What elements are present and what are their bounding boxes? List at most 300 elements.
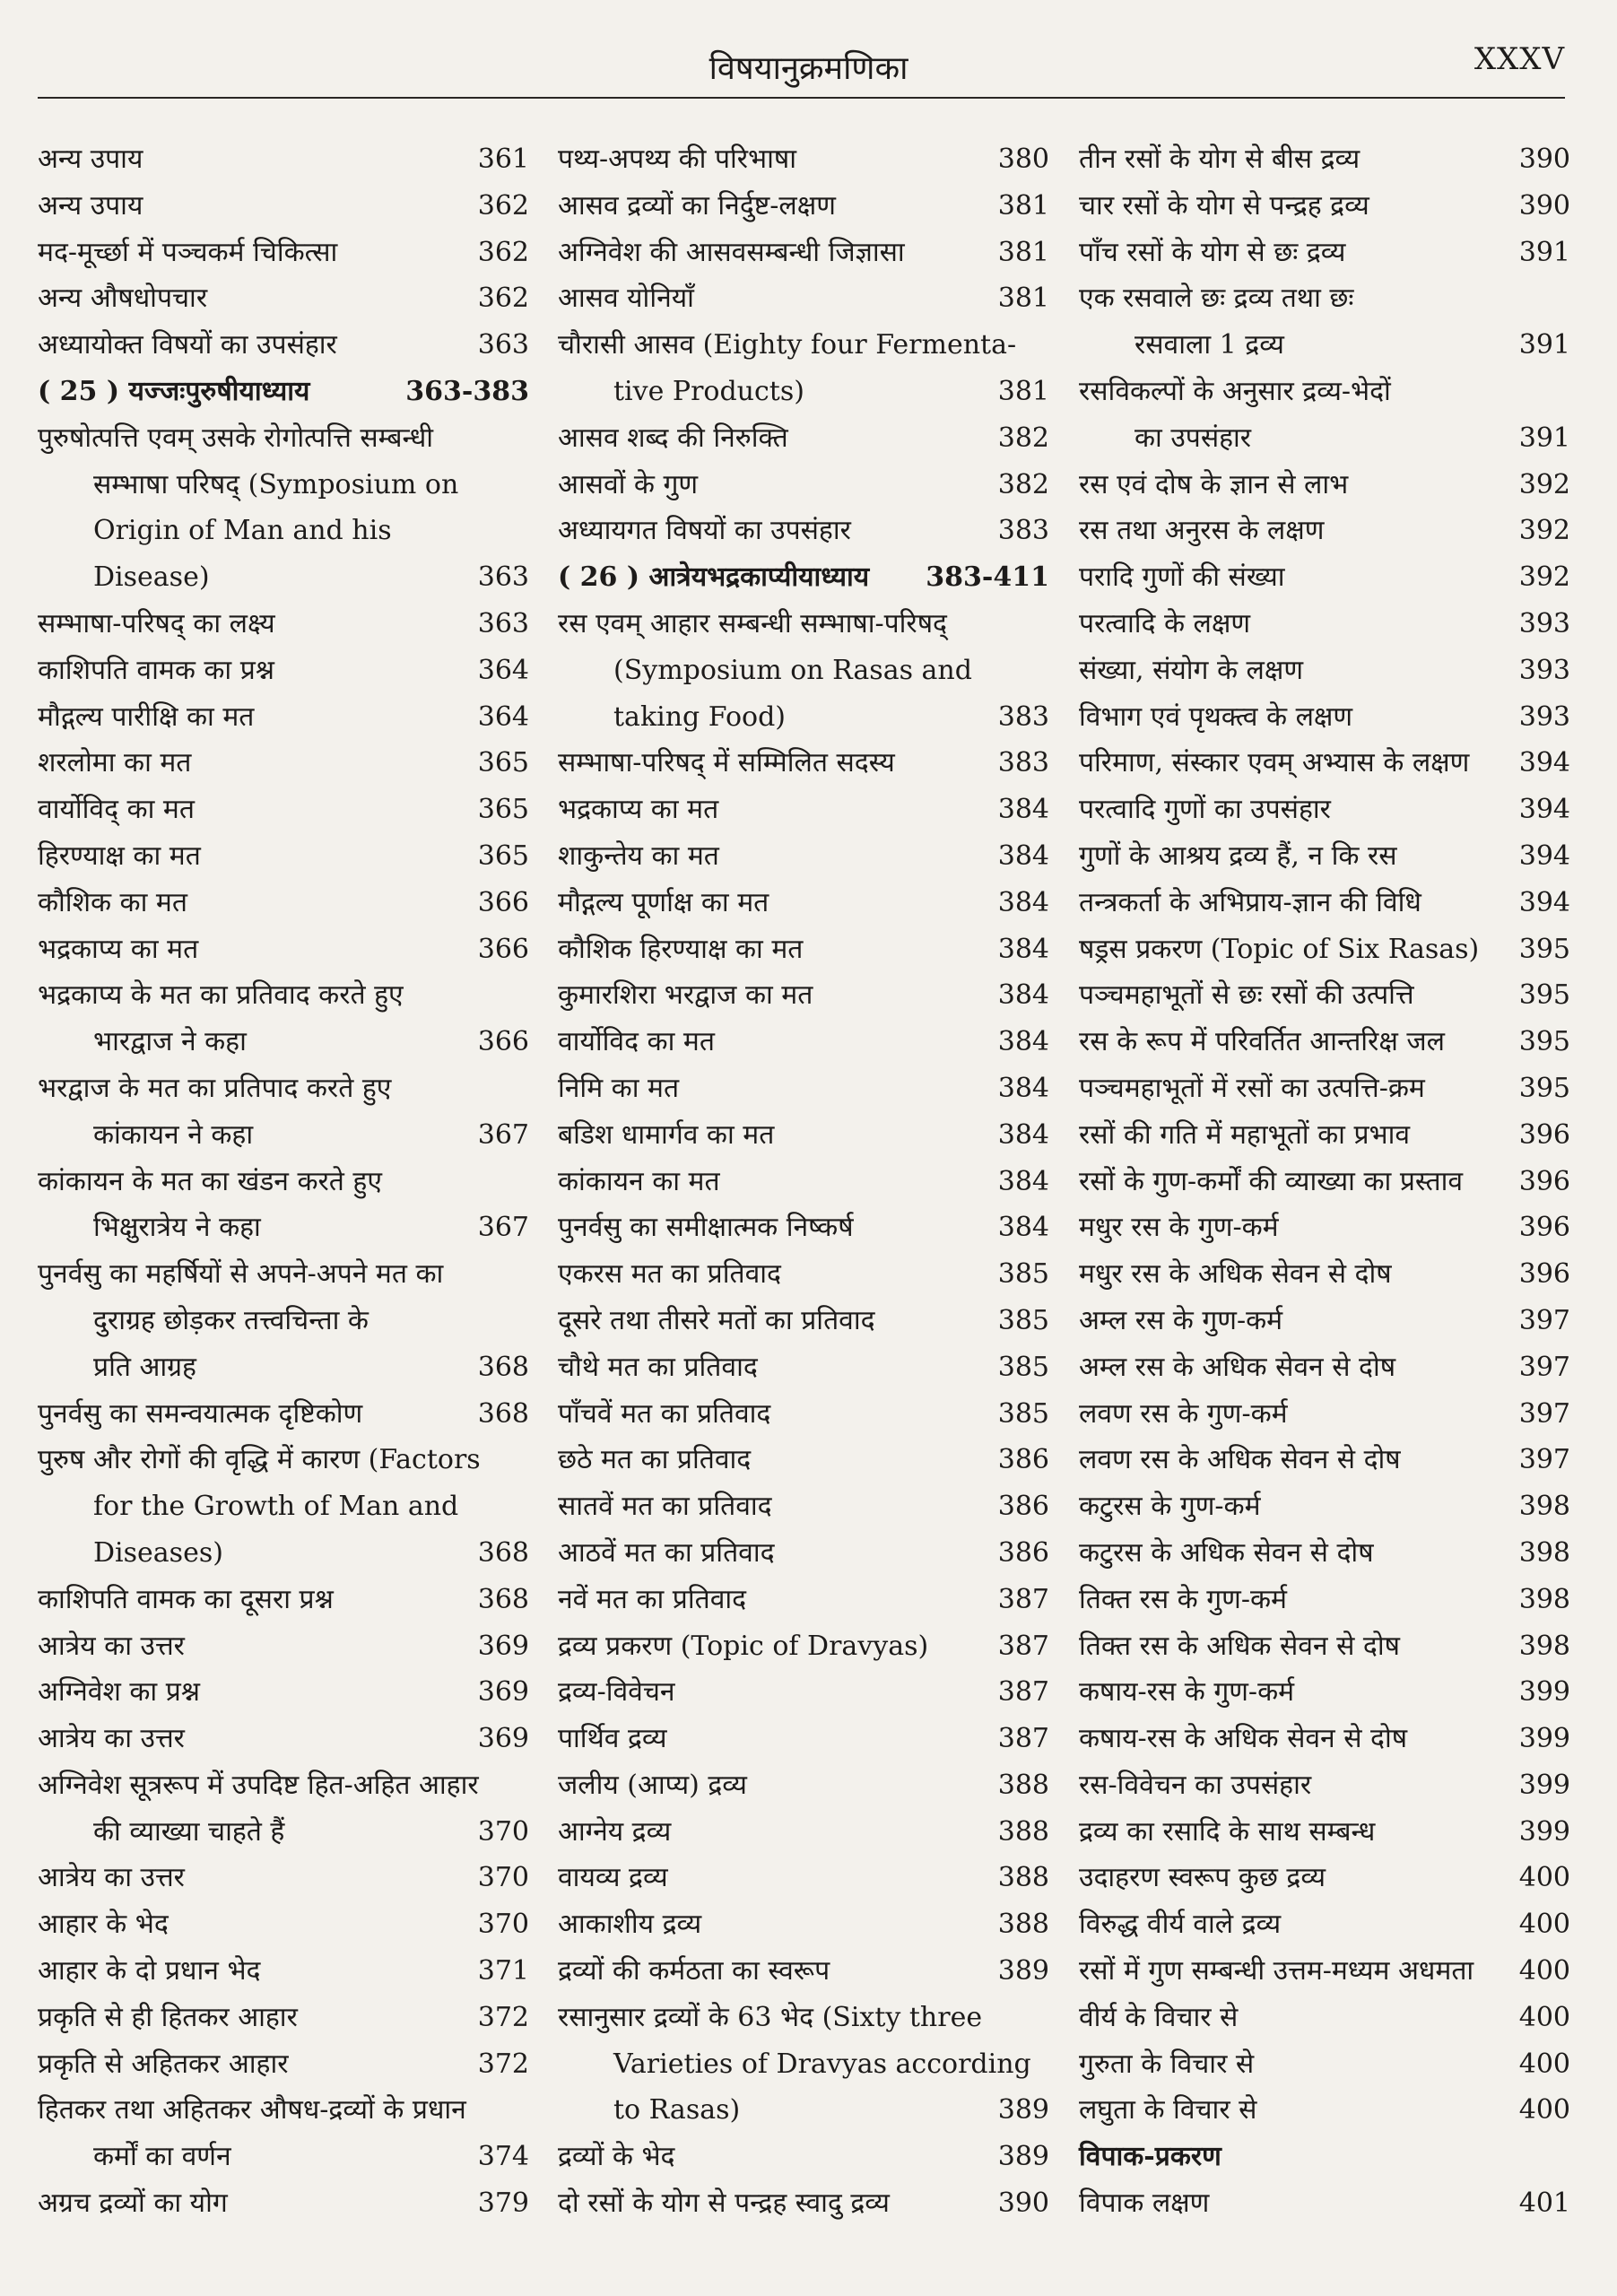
toc-entry-title-line: लघुता के विचार से <box>1079 2094 1257 2126</box>
toc-entry <box>558 972 1049 1019</box>
toc-entry-title-line: अग्रच द्रव्यों का योग <box>38 2187 228 2220</box>
toc-entry-title-line: भद्रकाप्य का मत <box>558 794 719 826</box>
toc-entry <box>1079 972 1570 1019</box>
toc-entry <box>38 1159 529 1252</box>
toc-entry-title-line: परत्वादि के लक्षण <box>1079 607 1251 639</box>
toc-entry <box>38 1577 529 1623</box>
toc-entry <box>1079 275 1570 369</box>
toc-entry-page-number: 384 <box>997 1072 1049 1104</box>
toc-entry-page-number: 366 <box>477 933 529 965</box>
toc-entry-title-line: विरुद्ध वीर्य वाले द्रव्य <box>1079 1909 1282 1941</box>
toc-column-2 <box>558 136 1049 2227</box>
toc-entry <box>558 1716 1049 1762</box>
toc-entry-title-line: आसव शब्द की निरुक्ति <box>558 422 788 454</box>
toc-entry-page-number: 389 <box>997 2094 1049 2126</box>
toc-entry-page-number: 386 <box>997 1444 1049 1476</box>
toc-entry-title-line: छठे मत का प्रतिवाद <box>558 1444 752 1476</box>
toc-entry-page-number: 397 <box>1518 1397 1570 1430</box>
toc-entry-title-line: अम्ल रस के गुण-कर्म <box>1079 1304 1283 1336</box>
toc-entry-title-line: भिक्षुरात्रेय ने कहा <box>93 1212 261 1244</box>
toc-entry <box>38 926 529 973</box>
toc-entry-page-number: 371 <box>477 1955 529 1987</box>
toc-entry-title-line: सम्भाषा-परिषद् का लक्ष्य <box>38 607 275 639</box>
toc-entry-page-number: 398 <box>1518 1630 1570 1662</box>
toc-entry-page-number: 394 <box>1518 886 1570 918</box>
toc-entry <box>558 1809 1049 1856</box>
toc-entry <box>38 694 529 741</box>
toc-entry <box>558 1112 1049 1159</box>
toc-entry-title-line: परिमाण, संस्कार एवम् अभ्यास के लक्षण <box>1079 747 1470 779</box>
toc-entry-page-number: 400 <box>1518 2001 1570 2033</box>
toc-entry-page-number: 365 <box>477 794 529 826</box>
toc-entry-title-line: गुणों के आश्रय द्रव्य हैं, न कि रस <box>1079 839 1397 872</box>
toc-entry-title-line: रस-विवेचन का उपसंहार <box>1079 1769 1312 1801</box>
toc-entry-title-line: आसव द्रव्यों का निर्दुष्ट-लक्षण <box>558 189 836 222</box>
toc-entry-title-line: प्रकृति से अहितकर आहार <box>38 2048 289 2080</box>
toc-entry-title-line: कौशिक हिरण्याक्ष का मत <box>558 933 804 965</box>
toc-entry-page-number: 384 <box>997 886 1049 918</box>
toc-entry-title-line: ( 26 ) आत्रेयभद्रकाप्यीयाध्याय <box>558 561 870 594</box>
toc-entry-page-number: 387 <box>997 1676 1049 1709</box>
toc-entry-title-line: दूसरे तथा तीसरे मतों का प्रतिवाद <box>558 1304 875 1336</box>
toc-entry-page-number: 381 <box>997 283 1049 315</box>
toc-entry-page-number: 400 <box>1518 1955 1570 1987</box>
toc-entry <box>1079 230 1570 276</box>
toc-entry-title-line: रसविकल्पों के अनुसार द्रव्य-भेदों <box>1079 375 1391 407</box>
toc-entry-page-number: 400 <box>1518 2048 1570 2080</box>
toc-entry <box>558 322 1049 415</box>
toc-entry-title-line: अध्यायगत विषयों का उपसंहार <box>558 515 851 547</box>
toc-entry <box>1079 1437 1570 1483</box>
toc-entry <box>1079 1669 1570 1716</box>
toc-entry <box>1079 1065 1570 1112</box>
toc-entry-page-number: 370 <box>477 1815 529 1848</box>
toc-entry-title-line: अन्य उपाय <box>38 144 143 175</box>
toc-entry-page-number: 368 <box>477 1536 529 1569</box>
toc-entry-title-line: आकाशीय द्रव्य <box>558 1909 702 1941</box>
toc-entry <box>38 1762 529 1856</box>
toc-entry-page-number: 389 <box>997 2141 1049 2173</box>
toc-entry-title-line: Disease) <box>93 561 210 594</box>
toc-entry-page-number: 385 <box>997 1351 1049 1383</box>
toc-entry-page-number: 364 <box>477 654 529 686</box>
toc-entry-title-line: पाँच रसों के योग से छः द्रव्य <box>1079 236 1346 268</box>
toc-entry-title-line: अम्ल रस के अधिक सेवन से दोष <box>1079 1351 1396 1383</box>
toc-entry-title-line: प्रति आग्रह <box>93 1351 196 1383</box>
toc-entry-page-number: 388 <box>997 1769 1049 1801</box>
toc-entry-title-line: पञ्चमहाभूतों में रसों का उत्पत्ति-क्रम <box>1079 1072 1425 1104</box>
toc-entry-title-line: विभाग एवं पृथक्त्व के लक्षण <box>1079 700 1353 733</box>
toc-entry-page-number: 399 <box>1518 1815 1570 1848</box>
toc-entry-title-line: पाँचवें मत का प्रतिवाद <box>558 1397 771 1430</box>
toc-entry <box>38 1901 529 1948</box>
toc-entry <box>38 2041 529 2088</box>
toc-entry-title-line: अग्निवेश की आसवसम्बन्धी जिज्ञासा <box>558 236 905 268</box>
toc-entry-page-number: 385 <box>997 1258 1049 1291</box>
page-header <box>0 0 1617 99</box>
toc-entry-title-line: पुनर्वसु का महर्षियों से अपने-अपने मत का <box>38 1258 444 1291</box>
toc-entry-page-number: 379 <box>477 2187 529 2220</box>
toc-entry <box>38 183 529 230</box>
toc-entry-page-number: 395 <box>1518 1072 1570 1104</box>
toc-entry <box>1079 1577 1570 1623</box>
toc-entry <box>1079 1948 1570 1995</box>
toc-entry-title-line: आत्रेय का उत्तर <box>38 1723 185 1755</box>
toc-entry-page-number: 363 <box>477 561 529 594</box>
toc-entry-page-number: 365 <box>477 747 529 779</box>
toc-entry-title-line: for the Growth of Man and <box>93 1491 459 1523</box>
toc-entry-title-line: पुनर्वसु का समीक्षात्मक निष्कर्ष <box>558 1212 854 1244</box>
toc-entry <box>558 2180 1049 2227</box>
toc-entry <box>38 787 529 833</box>
toc-entry-title-line: पार्थिव द्रव्य <box>558 1723 667 1755</box>
toc-entry-title-line: हितकर तथा अहितकर औषध-द्रव्यों के प्रधान <box>38 2094 466 2126</box>
toc-entry <box>38 1391 529 1438</box>
header-rule <box>38 97 1565 99</box>
toc-entry-title-line: षड्रस प्रकरण (Topic of Six Rasas) <box>1079 933 1480 965</box>
toc-entry-title-line: रसानुसार द्रव्यों के 63 भेद (Sixty three <box>558 2001 983 2033</box>
toc-entry-title-line: मौद्गल्य पारीक्षि का मत <box>38 700 255 733</box>
toc-entry-title-line: tive Products) <box>613 375 804 407</box>
toc-entry-page-number: 380 <box>997 144 1049 175</box>
toc-entry-title-line: कषाय-रस के गुण-कर्म <box>1079 1676 1295 1709</box>
toc-entry <box>38 1623 529 1670</box>
toc-entry-title-line: भद्रकाप्य के मत का प्रतिवाद करते हुए <box>38 979 404 1012</box>
toc-entry <box>1079 2180 1570 2227</box>
toc-entry-title-line: आसव योनियाँ <box>558 283 694 315</box>
toc-entry-title-line: शाकुन्तेय का मत <box>558 839 719 872</box>
toc-entry <box>558 787 1049 833</box>
toc-entry-title-line: कर्मों का वर्णन <box>93 2141 231 2173</box>
toc-entry <box>558 1437 1049 1483</box>
toc-entry-page-number: 387 <box>997 1630 1049 1662</box>
toc-entry <box>558 415 1049 462</box>
toc-entry <box>1079 136 1570 183</box>
toc-entry-title-line: वीर्य के विचार से <box>1079 2001 1239 2033</box>
toc-entry-page-number: 391 <box>1518 236 1570 268</box>
toc-entry-title-line: कांकायन के मत का खंडन करते हुए <box>38 1165 382 1197</box>
toc-entry-page-number: 389 <box>997 1955 1049 1987</box>
toc-entry <box>558 2134 1049 2180</box>
toc-entry-page-number: 381 <box>997 375 1049 407</box>
toc-entry-title-line: विपाक-प्रकरण <box>1079 2141 1221 2173</box>
toc-entry-title-line: मौद्गल्य पूर्णाक्ष का मत <box>558 886 769 918</box>
toc-entry-page-number: 369 <box>477 1723 529 1755</box>
toc-entry-title-line: जलीय (आप्य) द्रव्य <box>558 1769 747 1801</box>
toc-entry-title-line: आसवों के गुण <box>558 468 699 500</box>
toc-entry <box>1079 740 1570 787</box>
toc-entry-page-number: 365 <box>477 839 529 872</box>
toc-entry-page-number: 369 <box>477 1630 529 1662</box>
toc-entry <box>1079 1483 1570 1530</box>
toc-entry-page-number: 385 <box>997 1304 1049 1336</box>
toc-entry-title-line: तीन रसों के योग से बीस द्रव्य <box>1079 144 1361 175</box>
toc-entry-page-number: 396 <box>1518 1118 1570 1151</box>
toc-entry-title-line: चौरासी आसव (Eighty four Fermenta- <box>558 329 1017 361</box>
toc-entry-page-number: 396 <box>1518 1212 1570 1244</box>
toc-entry-page-number: 400 <box>1518 1909 1570 1941</box>
toc-entry <box>558 462 1049 509</box>
toc-entry-page-number: 381 <box>997 189 1049 222</box>
toc-entry <box>558 1344 1049 1391</box>
toc-entry-page-number: 387 <box>997 1723 1049 1755</box>
toc-entry <box>1079 1159 1570 1205</box>
toc-entry-page-number: 364 <box>477 700 529 733</box>
toc-entry-title-line: सम्भाषा परिषद् (Symposium on <box>93 468 459 500</box>
toc-entry <box>1079 1623 1570 1670</box>
toc-entry <box>38 275 529 322</box>
toc-entry-page-number: 370 <box>477 1862 529 1894</box>
toc-entry <box>558 1855 1049 1901</box>
toc-entry <box>1079 1762 1570 1809</box>
toc-entry <box>558 1391 1049 1438</box>
toc-entry <box>1079 601 1570 648</box>
toc-entry-title-line: मद-मूर्च्छा में पञ्चकर्म चिकित्सा <box>38 236 338 268</box>
toc-entry <box>38 1716 529 1762</box>
toc-entry <box>38 322 529 369</box>
toc-entry-title-line: द्रव्य प्रकरण (Topic of Dravyas) <box>558 1630 929 1662</box>
toc-entry-page-number: 395 <box>1518 1026 1570 1058</box>
toc-entry-page-number: 369 <box>477 1676 529 1709</box>
toc-columns <box>0 136 1617 2271</box>
toc-entry-page-number: 398 <box>1518 1536 1570 1569</box>
toc-entry-title-line: वायव्य द्रव्य <box>558 1862 668 1894</box>
toc-entry <box>38 648 529 694</box>
toc-entry <box>1079 787 1570 833</box>
toc-entry-title-line: द्रव्य का रसादि के साथ सम्बन्ध <box>1079 1815 1376 1848</box>
toc-entry-title-line: काशिपति वामक का दूसरा प्रश्न <box>38 1583 334 1615</box>
toc-entry-page-number: 397 <box>1518 1304 1570 1336</box>
toc-entry-title-line: Origin of Man and his <box>93 515 392 547</box>
toc-entry-page-number: 383 <box>997 515 1049 547</box>
toc-entry-title-line: अग्निवेश सूत्ररूप में उपदिष्ट हित-अहित आहार <box>38 1769 479 1801</box>
toc-entry-page-number: 382 <box>997 468 1049 500</box>
toc-entry-title-line: कटुरस के अधिक सेवन से दोष <box>1079 1536 1374 1569</box>
toc-entry-title-line: चार रसों के योग से पन्द्रह द्रव्य <box>1079 189 1369 222</box>
toc-entry-page-number: 388 <box>997 1862 1049 1894</box>
toc-entry-page-number: 398 <box>1518 1583 1570 1615</box>
toc-entry-title-line: वार्योविद का मत <box>558 1026 715 1058</box>
toc-entry-page-number: 367 <box>477 1212 529 1244</box>
toc-entry-page-number: 394 <box>1518 839 1570 872</box>
toc-entry-page-number: 400 <box>1518 1862 1570 1894</box>
toc-entry-title-line: एकरस मत का प्रतिवाद <box>558 1258 781 1291</box>
toc-section-heading <box>38 369 529 415</box>
toc-entry <box>1079 1391 1570 1438</box>
toc-entry-page-number: 394 <box>1518 747 1570 779</box>
toc-entry-page-number: 400 <box>1518 2094 1570 2126</box>
toc-entry-title-line: चौथे मत का प्रतिवाद <box>558 1351 758 1383</box>
toc-entry-page-number: 384 <box>997 1212 1049 1244</box>
toc-entry-page-number: 391 <box>1518 422 1570 454</box>
toc-section-heading <box>1079 2134 1570 2180</box>
toc-entry-title-line: रसवाला 1 द्रव्य <box>1135 329 1284 361</box>
toc-entry-page-number: 395 <box>1518 933 1570 965</box>
toc-entry-page-number: 384 <box>997 933 1049 965</box>
toc-entry <box>38 1995 529 2041</box>
toc-entry-page-number: 401 <box>1518 2187 1570 2220</box>
toc-entry-page-number: 362 <box>477 189 529 222</box>
toc-entry-page-number: 392 <box>1518 561 1570 594</box>
toc-entry <box>38 1948 529 1995</box>
toc-entry <box>38 1669 529 1716</box>
toc-entry <box>38 1437 529 1576</box>
toc-entry-title-line: सम्भाषा-परिषद् में सम्मिलित सदस्य <box>558 747 895 779</box>
toc-entry <box>558 1577 1049 1623</box>
toc-entry-title-line: काशिपति वामक का प्रश्न <box>38 654 275 686</box>
toc-entry-page-number: 374 <box>477 2141 529 2173</box>
toc-entry-title-line: तिक्त रस के अधिक सेवन से दोष <box>1079 1630 1400 1662</box>
running-title: विषयानुक्रमणिका <box>709 50 908 87</box>
toc-entry-page-number: 368 <box>477 1351 529 1383</box>
toc-entry <box>558 833 1049 880</box>
toc-section-heading <box>558 554 1049 601</box>
toc-entry-page-number: 384 <box>997 1165 1049 1197</box>
toc-entry-title-line: संख्या, संयोग के लक्षण <box>1079 654 1304 686</box>
toc-entry-page-number: 393 <box>1518 700 1570 733</box>
toc-entry-title-line: दो रसों के योग से पन्द्रह स्वादु द्रव्य <box>558 2187 890 2220</box>
toc-entry-title-line: लवण रस के अधिक सेवन से दोष <box>1079 1444 1401 1476</box>
toc-entry-title-line: विपाक लक्षण <box>1079 2187 1210 2220</box>
toc-entry <box>558 1623 1049 1670</box>
toc-entry-page-number: 363-383 <box>405 375 529 407</box>
toc-entry-title-line: तन्त्रकर्ता के अभिप्राय-ज्ञान की विधि <box>1079 886 1421 918</box>
toc-entry-page-number: 386 <box>997 1491 1049 1523</box>
toc-entry-page-number: 390 <box>1518 144 1570 175</box>
toc-entry-page-number: 383 <box>997 700 1049 733</box>
toc-entry <box>1079 1298 1570 1344</box>
toc-entry-title-line: (Symposium on Rasas and <box>613 654 972 686</box>
toc-entry <box>38 740 529 787</box>
toc-entry-page-number: 363 <box>477 329 529 361</box>
toc-entry-title-line: to Rasas) <box>613 2094 741 2126</box>
toc-entry-title-line: भद्रकाप्य का मत <box>38 933 199 965</box>
toc-entry-title-line: उदाहरण स्वरूप कुछ द्रव्य <box>1079 1862 1326 1894</box>
toc-entry-title-line: हिरण्याक्ष का मत <box>38 839 201 872</box>
toc-entry-page-number: 393 <box>1518 654 1570 686</box>
toc-entry-title-line: आग्नेय द्रव्य <box>558 1815 672 1848</box>
toc-entry-title-line: मधुर रस के गुण-कर्म <box>1079 1212 1279 1244</box>
toc-entry <box>1079 1019 1570 1065</box>
toc-entry-page-number: 384 <box>997 794 1049 826</box>
toc-entry-page-number: 363 <box>477 607 529 639</box>
toc-entry <box>1079 1855 1570 1901</box>
toc-entry-page-number: 362 <box>477 283 529 315</box>
toc-entry-title-line: अग्निवेश का प्रश्न <box>38 1676 201 1709</box>
toc-entry-page-number: 382 <box>997 422 1049 454</box>
toc-entry <box>1079 648 1570 694</box>
toc-entry-title-line: आत्रेय का उत्तर <box>38 1630 185 1662</box>
toc-entry <box>1079 1995 1570 2041</box>
toc-entry-page-number: 386 <box>997 1536 1049 1569</box>
toc-entry <box>558 1065 1049 1112</box>
toc-entry-title-line: रस के रूप में परिवर्तित आन्तरिक्ष जल <box>1079 1026 1445 1058</box>
toc-entry <box>38 136 529 183</box>
toc-column-1 <box>38 136 529 2227</box>
toc-entry-title-line: तिक्त रस के गुण-कर्म <box>1079 1583 1287 1615</box>
toc-entry <box>558 1530 1049 1577</box>
toc-entry-title-line: रसों के गुण-कर्मों की व्याख्या का प्रस्ताव <box>1079 1165 1464 1197</box>
toc-entry-page-number: 368 <box>477 1583 529 1615</box>
toc-entry-title-line: रस तथा अनुरस के लक्षण <box>1079 515 1325 547</box>
toc-entry-title-line: कौशिक का मत <box>38 886 187 918</box>
toc-entry-title-line: आहार के भेद <box>38 1909 169 1941</box>
toc-entry-page-number: 392 <box>1518 468 1570 500</box>
toc-entry <box>38 880 529 926</box>
toc-entry <box>558 1483 1049 1530</box>
toc-entry-title-line: गुरुता के विचार से <box>1079 2048 1255 2080</box>
toc-entry-title-line: नवें मत का प्रतिवाद <box>558 1583 747 1615</box>
toc-entry-page-number: 392 <box>1518 515 1570 547</box>
toc-entry <box>558 1298 1049 1344</box>
toc-entry-title-line: कषाय-रस के अधिक सेवन से दोष <box>1079 1723 1408 1755</box>
toc-entry <box>38 833 529 880</box>
toc-entry-title-line: Varieties of Dravyas according <box>613 2048 1031 2080</box>
toc-entry <box>1079 1809 1570 1856</box>
toc-entry-title-line: मधुर रस के अधिक सेवन से दोष <box>1079 1258 1392 1291</box>
toc-entry <box>558 880 1049 926</box>
toc-entry-title-line: पुरुषोत्पत्ति एवम् उसके रोगोत्पत्ति सम्बन्धी <box>38 422 434 454</box>
toc-entry <box>558 1762 1049 1809</box>
toc-entry-title-line: रसों की गति में महाभूतों का प्रभाव <box>1079 1118 1411 1151</box>
toc-entry <box>1079 694 1570 741</box>
toc-entry <box>38 1251 529 1390</box>
toc-entry <box>558 740 1049 787</box>
toc-entry <box>558 136 1049 183</box>
toc-entry <box>1079 183 1570 230</box>
toc-entry-title-line: निमि का मत <box>558 1072 680 1104</box>
toc-entry <box>558 1251 1049 1298</box>
toc-entry-title-line: कुमारशिरा भरद्वाज का मत <box>558 979 813 1012</box>
toc-entry <box>558 1948 1049 1995</box>
toc-entry <box>1079 1530 1570 1577</box>
toc-entry-title-line: रस एवम् आहार सम्बन्धी सम्भाषा-परिषद् <box>558 607 947 639</box>
toc-entry <box>1079 554 1570 601</box>
toc-entry <box>38 2087 529 2180</box>
toc-entry-page-number: 390 <box>997 2187 1049 2220</box>
toc-entry <box>1079 880 1570 926</box>
toc-entry-page-number: 396 <box>1518 1258 1570 1291</box>
toc-entry <box>38 1065 529 1159</box>
toc-entry <box>558 230 1049 276</box>
toc-entry-title-line: आत्रेय का उत्तर <box>38 1862 185 1894</box>
toc-entry-page-number: 366 <box>477 1026 529 1058</box>
page-number: XXXV <box>1474 41 1565 77</box>
toc-entry-page-number: 388 <box>997 1909 1049 1941</box>
toc-entry <box>1079 2087 1570 2134</box>
toc-entry-page-number: 383 <box>997 747 1049 779</box>
toc-entry-title-line: एक रसवाले छः द्रव्य तथा छः <box>1079 283 1354 315</box>
toc-entry <box>38 1855 529 1901</box>
toc-entry-page-number: 383-411 <box>926 561 1049 594</box>
toc-entry-page-number: 372 <box>477 2048 529 2080</box>
toc-entry-title-line: भारद्वाज ने कहा <box>93 1026 247 1058</box>
toc-entry-page-number: 366 <box>477 886 529 918</box>
toc-entry-page-number: 397 <box>1518 1351 1570 1383</box>
toc-entry <box>558 1159 1049 1205</box>
toc-entry <box>1079 369 1570 462</box>
toc-entry-title-line: कटुरस के गुण-कर्म <box>1079 1491 1261 1523</box>
toc-entry <box>558 183 1049 230</box>
toc-entry <box>38 230 529 276</box>
toc-entry-title-line: taking Food) <box>613 700 786 733</box>
toc-entry-page-number: 361 <box>477 144 529 175</box>
toc-entry-title-line: की व्याख्या चाहते हैं <box>93 1815 285 1848</box>
toc-entry-title-line: लवण रस के गुण-कर्म <box>1079 1397 1288 1430</box>
toc-entry-page-number: 395 <box>1518 979 1570 1012</box>
toc-entry-title-line: आठवें मत का प्रतिवाद <box>558 1536 775 1569</box>
toc-entry-page-number: 388 <box>997 1815 1049 1848</box>
